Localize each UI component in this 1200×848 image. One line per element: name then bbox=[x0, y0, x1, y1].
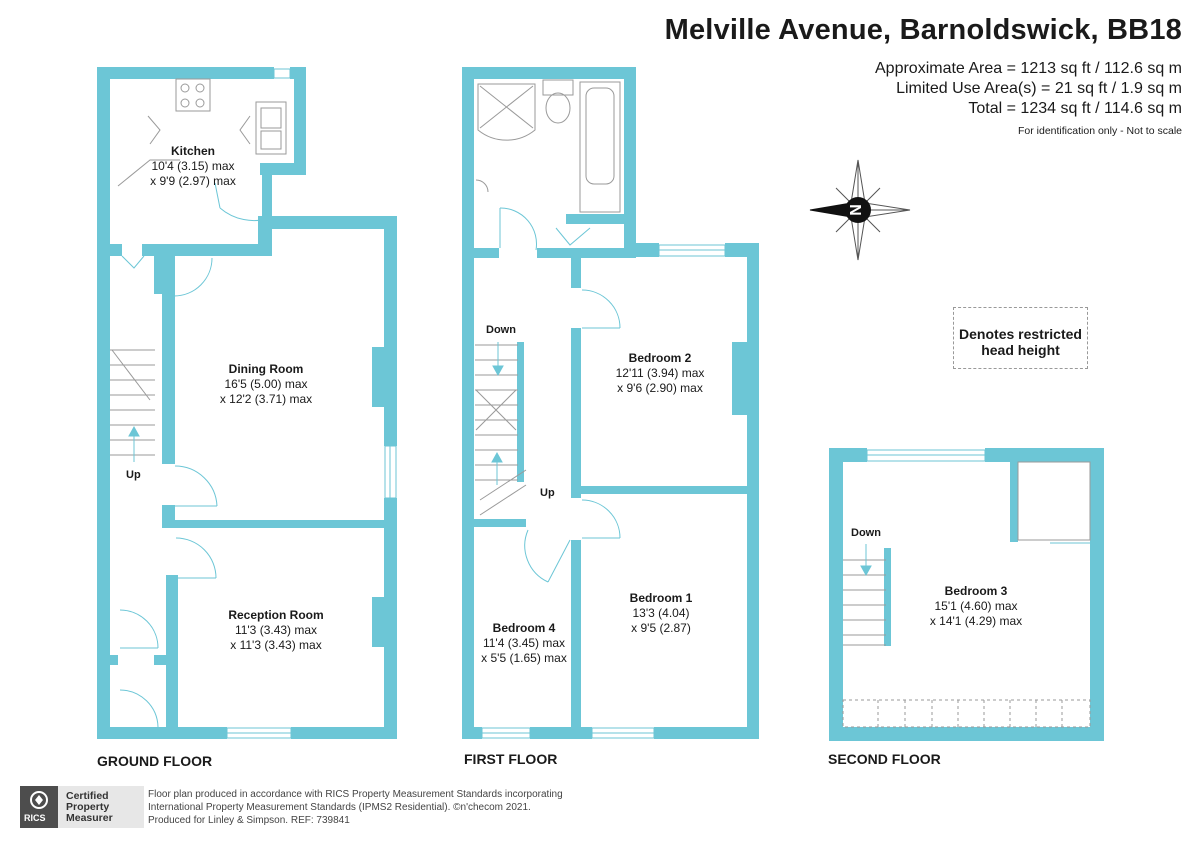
rics-emblem-icon bbox=[20, 786, 58, 816]
cert-line: Measurer bbox=[66, 812, 113, 824]
rics-logo-text: RICS bbox=[24, 813, 46, 823]
disclaimer: For identification only - Not to scale bbox=[1018, 125, 1182, 137]
total-area: Total = 1234 sq ft / 114.6 sq m bbox=[968, 100, 1182, 117]
wall bbox=[1090, 448, 1104, 741]
approximate-area: Approximate Area = 1213 sq ft / 112.6 sq m bbox=[875, 60, 1182, 77]
wall bbox=[474, 248, 499, 258]
room-bedroom-4 bbox=[481, 621, 567, 666]
chimney-breast bbox=[732, 342, 747, 415]
cert-line: Certified bbox=[66, 790, 109, 802]
room-dimension: 11'4 (3.45) max bbox=[482, 636, 566, 650]
wall bbox=[110, 655, 118, 665]
room-dining bbox=[220, 362, 312, 407]
chimney-breast bbox=[372, 347, 384, 407]
wall bbox=[97, 727, 227, 739]
footer-notes bbox=[148, 788, 563, 827]
rics-certified-badge bbox=[20, 786, 144, 828]
wall bbox=[291, 727, 397, 739]
wall bbox=[571, 540, 581, 739]
room-bedroom-3 bbox=[930, 584, 1022, 629]
footer-line: Produced for Linley & Simpson. REF: 739841 bbox=[148, 815, 350, 826]
floor-label-second: SECOND FLOOR bbox=[828, 751, 941, 767]
stair-label-down: Down bbox=[486, 324, 516, 336]
room-dimension: 15'1 (4.60) max bbox=[934, 599, 1018, 613]
room-name: Bedroom 4 bbox=[492, 621, 556, 635]
room-name: Kitchen bbox=[170, 144, 216, 158]
page-title: Melville Avenue, Barnoldswick, BB18 bbox=[664, 14, 1182, 46]
room-dimension: x 14'1 (4.29) max bbox=[929, 614, 1023, 628]
wall bbox=[537, 248, 636, 258]
wall bbox=[142, 244, 154, 256]
wall bbox=[97, 67, 110, 739]
room-dimension: x 9'5 (2.87) bbox=[631, 621, 691, 635]
footer-line: Floor plan produced in accordance with RICS Property Measurement Standards incorporating bbox=[148, 789, 563, 800]
wall bbox=[154, 655, 166, 665]
restricted-head-height-zone bbox=[843, 700, 1090, 727]
room-name: Bedroom 3 bbox=[944, 584, 1008, 598]
room-name: Bedroom 1 bbox=[629, 591, 693, 605]
wall bbox=[462, 67, 474, 739]
wall bbox=[474, 519, 526, 527]
wall bbox=[162, 256, 175, 464]
room-dimension: 12'11 (3.94) max bbox=[615, 366, 705, 380]
room-dimension: x 5'5 (1.65) max bbox=[481, 651, 567, 665]
limited-use-area: Limited Use Area(s) = 21 sq ft / 1.9 sq m bbox=[896, 80, 1182, 97]
stair-wall bbox=[517, 342, 524, 482]
wall bbox=[985, 448, 1104, 462]
wall bbox=[530, 727, 592, 739]
legend-line-1: Denotes restricted bbox=[959, 326, 1082, 342]
room-dimension: 11'3 (3.43) max bbox=[234, 623, 318, 637]
room-reception bbox=[228, 608, 323, 653]
restricted-head-height-legend bbox=[953, 307, 1088, 369]
room-dimension: 16'5 (5.00) max bbox=[224, 377, 308, 391]
wall bbox=[571, 258, 581, 288]
compass-letter: N bbox=[847, 204, 865, 216]
footer-line: International Property Measurement Standards (IPMS2 Residential). ©n'checom 2021. bbox=[148, 802, 531, 813]
cert-line: Property bbox=[66, 801, 110, 813]
room-name: Reception Room bbox=[228, 608, 324, 622]
wall bbox=[166, 244, 272, 256]
wall bbox=[162, 520, 384, 528]
room-name: Dining Room bbox=[228, 362, 304, 376]
room-dimension: x 9'9 (2.97) max bbox=[150, 174, 236, 188]
wall bbox=[97, 67, 274, 79]
stair-wall bbox=[884, 548, 891, 646]
wall bbox=[571, 328, 581, 498]
wall bbox=[462, 67, 636, 79]
wall bbox=[110, 244, 122, 256]
wall bbox=[1010, 462, 1018, 542]
windows bbox=[227, 69, 985, 738]
wall bbox=[166, 575, 178, 739]
stair-label-down: Down bbox=[851, 527, 881, 539]
room-bedroom-2 bbox=[616, 351, 705, 396]
wall bbox=[571, 486, 759, 494]
stair-label-up: Up bbox=[540, 487, 555, 499]
room-name: Bedroom 2 bbox=[628, 351, 692, 365]
room-dimension: x 12'2 (3.71) max bbox=[219, 392, 313, 406]
wall bbox=[829, 448, 843, 741]
room-dimension: x 11'3 (3.43) max bbox=[230, 638, 322, 652]
wall bbox=[462, 727, 482, 739]
certified-property-measurer bbox=[66, 791, 113, 824]
chimney-breast bbox=[372, 597, 384, 647]
room-dimension: x 9'6 (2.90) max bbox=[617, 381, 703, 395]
floor-label-ground: GROUND FLOOR bbox=[97, 753, 213, 769]
room-dimension: 13'3 (4.04) bbox=[632, 606, 690, 620]
rics-logo-icon bbox=[20, 786, 58, 828]
room-dimension: 10'4 (3.15) max bbox=[151, 159, 235, 173]
wall bbox=[566, 214, 624, 224]
room-bedroom-1 bbox=[630, 591, 693, 636]
wall bbox=[262, 163, 272, 220]
stair-label-up: Up bbox=[126, 469, 141, 481]
wall bbox=[829, 727, 1104, 741]
floor-label-first: FIRST FLOOR bbox=[464, 751, 558, 767]
wall bbox=[384, 216, 397, 446]
wall bbox=[384, 498, 397, 739]
room-kitchen bbox=[150, 144, 236, 189]
wall bbox=[654, 727, 759, 739]
legend-line-2: head height bbox=[981, 342, 1060, 358]
wall bbox=[294, 67, 306, 175]
